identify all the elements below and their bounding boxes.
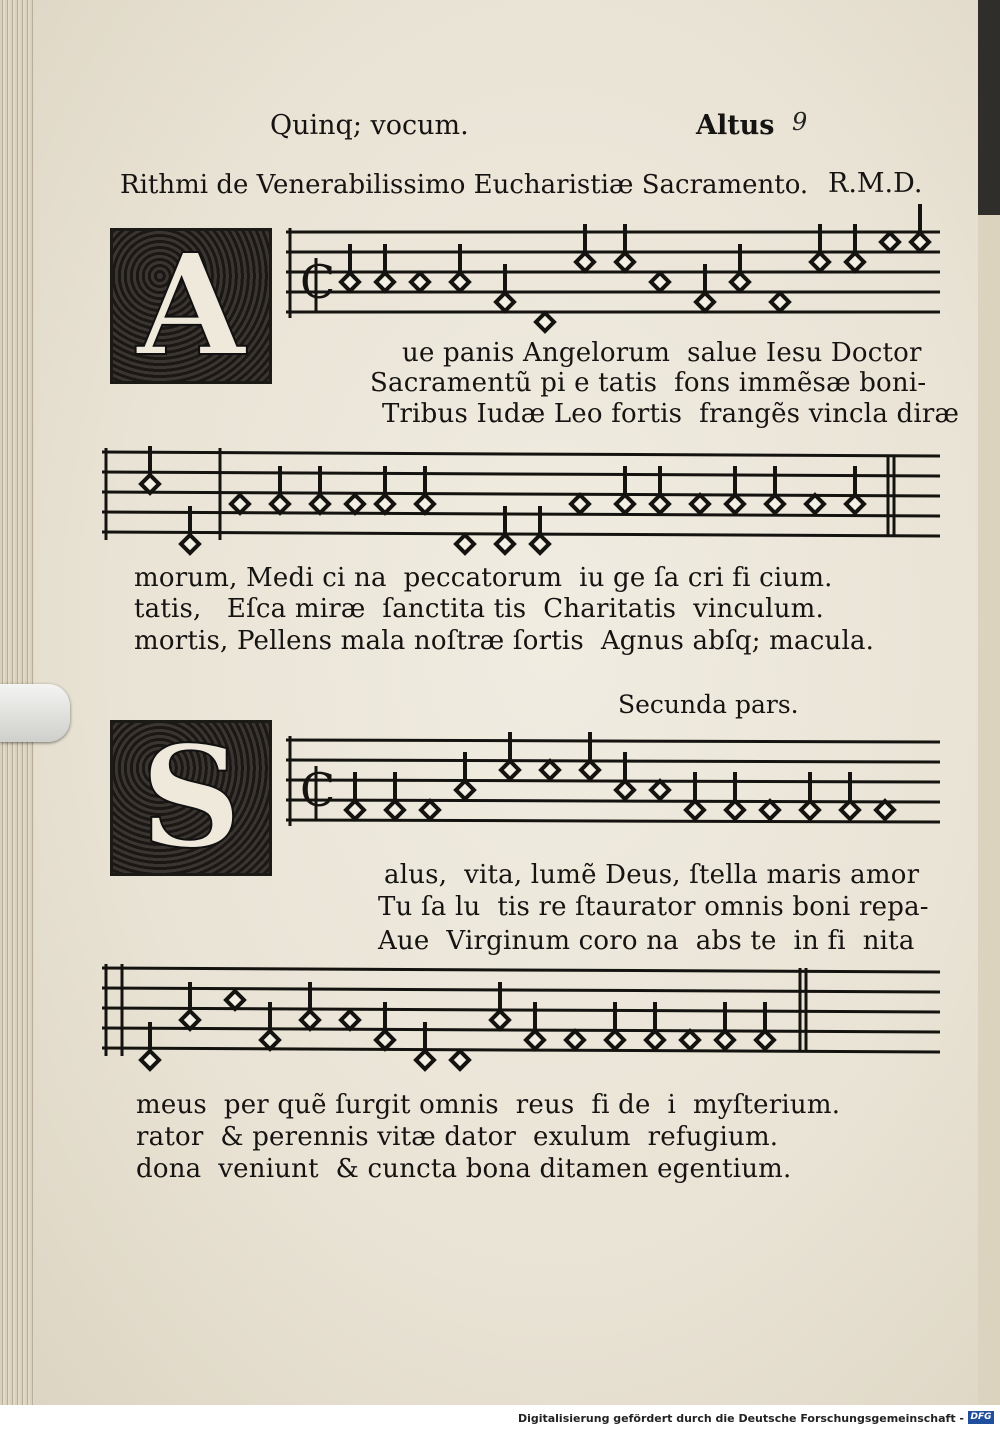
note-head <box>726 495 744 513</box>
note-head <box>496 293 514 311</box>
note-head <box>386 801 404 819</box>
note-head <box>651 781 669 799</box>
lyric-line: ue panis Angelorum salue Iesu Doctor <box>402 338 922 368</box>
note-head <box>346 801 364 819</box>
note-head <box>811 253 829 271</box>
dfg-logo: DFG <box>968 1411 994 1424</box>
note-head <box>226 991 244 1009</box>
note-head <box>231 495 249 513</box>
note-head <box>841 801 859 819</box>
note-head <box>346 495 364 513</box>
lyric-line: Aue Virginum coro na abs te in fi nita <box>378 926 915 956</box>
note-head <box>491 1011 509 1029</box>
note-head <box>376 1031 394 1049</box>
note-head <box>731 273 749 291</box>
note-head <box>716 1031 734 1049</box>
note-head <box>141 1051 159 1069</box>
note-head <box>536 313 554 331</box>
author-initials: R.M.D. <box>828 168 923 199</box>
note-head <box>301 1011 319 1029</box>
note-head <box>691 495 709 513</box>
note-head <box>646 1031 664 1049</box>
note-head <box>526 1031 544 1049</box>
note-head <box>456 535 474 553</box>
note-head <box>271 495 289 513</box>
page-mark: 9 <box>792 108 808 136</box>
lyric-line: mortis, Pellens mala noſtræ ſortis Agnus abſq; macula. <box>134 626 875 656</box>
note-head <box>616 781 634 799</box>
note-head <box>411 273 429 291</box>
note-head <box>651 495 669 513</box>
note-head <box>761 801 779 819</box>
lyric-line: morum, Medi ci na peccatorum iu ge ſa cri fi cium. <box>134 563 833 593</box>
note-head <box>456 781 474 799</box>
lyric-line: meus per quẽ ſurgit omnis reus fi de i myſterium. <box>136 1090 841 1120</box>
note-head <box>606 1031 624 1049</box>
note-head <box>141 475 159 493</box>
note-head <box>686 801 704 819</box>
note-head <box>581 761 599 779</box>
lyric-line: Tu ſa lu tis re ſtaurator omnis boni repa- <box>378 892 929 922</box>
svg-text:C: C <box>300 763 336 817</box>
piece-title: Rithmi de Venerabilissimo Eucharistiæ Sacramento. <box>120 170 809 200</box>
mensuration-signs <box>300 255 335 820</box>
funding-credit: Digitalisierung gefördert durch die Deutsche Forschungsgemeinschaft - <box>517 1412 964 1425</box>
voice-part-label: Altus <box>696 110 775 141</box>
note-head <box>341 273 359 291</box>
note-head <box>451 1051 469 1069</box>
note-head <box>876 801 894 819</box>
lyric-line: tatis, Eſca miræ ſanctita tis Charitatis vinculum. <box>134 594 824 624</box>
note-head <box>541 761 559 779</box>
note-head <box>911 233 929 251</box>
note-head <box>261 1031 279 1049</box>
lyric-line: alus, vita, lumẽ Deus, ſtella maris amor <box>384 860 920 890</box>
initial-letter: S <box>140 716 242 880</box>
note-head <box>616 253 634 271</box>
note-head <box>616 495 634 513</box>
lyric-line: rator & perennis vitæ dator exulum refugium. <box>136 1122 779 1152</box>
note-head <box>806 495 824 513</box>
note-head <box>376 273 394 291</box>
note-head <box>496 535 514 553</box>
note-head <box>566 1031 584 1049</box>
lyric-line: Tribus Iudæ Leo fortis frangẽs vincla diræ <box>382 399 960 429</box>
note-head <box>416 1051 434 1069</box>
note-head <box>571 495 589 513</box>
running-head: Quinq; vocum. <box>270 110 469 141</box>
svg-text:C: C <box>300 255 336 309</box>
note-head <box>501 761 519 779</box>
note-head <box>376 495 394 513</box>
note-head <box>341 1011 359 1029</box>
note-head <box>421 801 439 819</box>
note-head <box>846 253 864 271</box>
note-head <box>881 233 899 251</box>
digitization-footer <box>0 1405 1000 1431</box>
initial-letter: A <box>136 224 246 388</box>
note-head <box>181 1011 199 1029</box>
note-head <box>416 495 434 513</box>
note-head <box>651 273 669 291</box>
note-head <box>756 1031 774 1049</box>
note-head <box>181 535 199 553</box>
note-head <box>726 801 744 819</box>
note-head <box>846 495 864 513</box>
lyric-line: dona veniunt & cuncta bona ditamen egentium. <box>136 1154 792 1184</box>
note-head <box>531 535 549 553</box>
note-head <box>771 293 789 311</box>
note-head <box>311 495 329 513</box>
note-head <box>681 1031 699 1049</box>
note-head <box>696 293 714 311</box>
note-head <box>451 273 469 291</box>
section-heading: Secunda pars. <box>618 690 799 719</box>
lyric-line: Sacramentũ pi e tatis fons immẽsæ boni- <box>370 368 927 398</box>
note-head <box>801 801 819 819</box>
note-head <box>766 495 784 513</box>
scanner-clip <box>0 684 70 742</box>
note-head <box>576 253 594 271</box>
